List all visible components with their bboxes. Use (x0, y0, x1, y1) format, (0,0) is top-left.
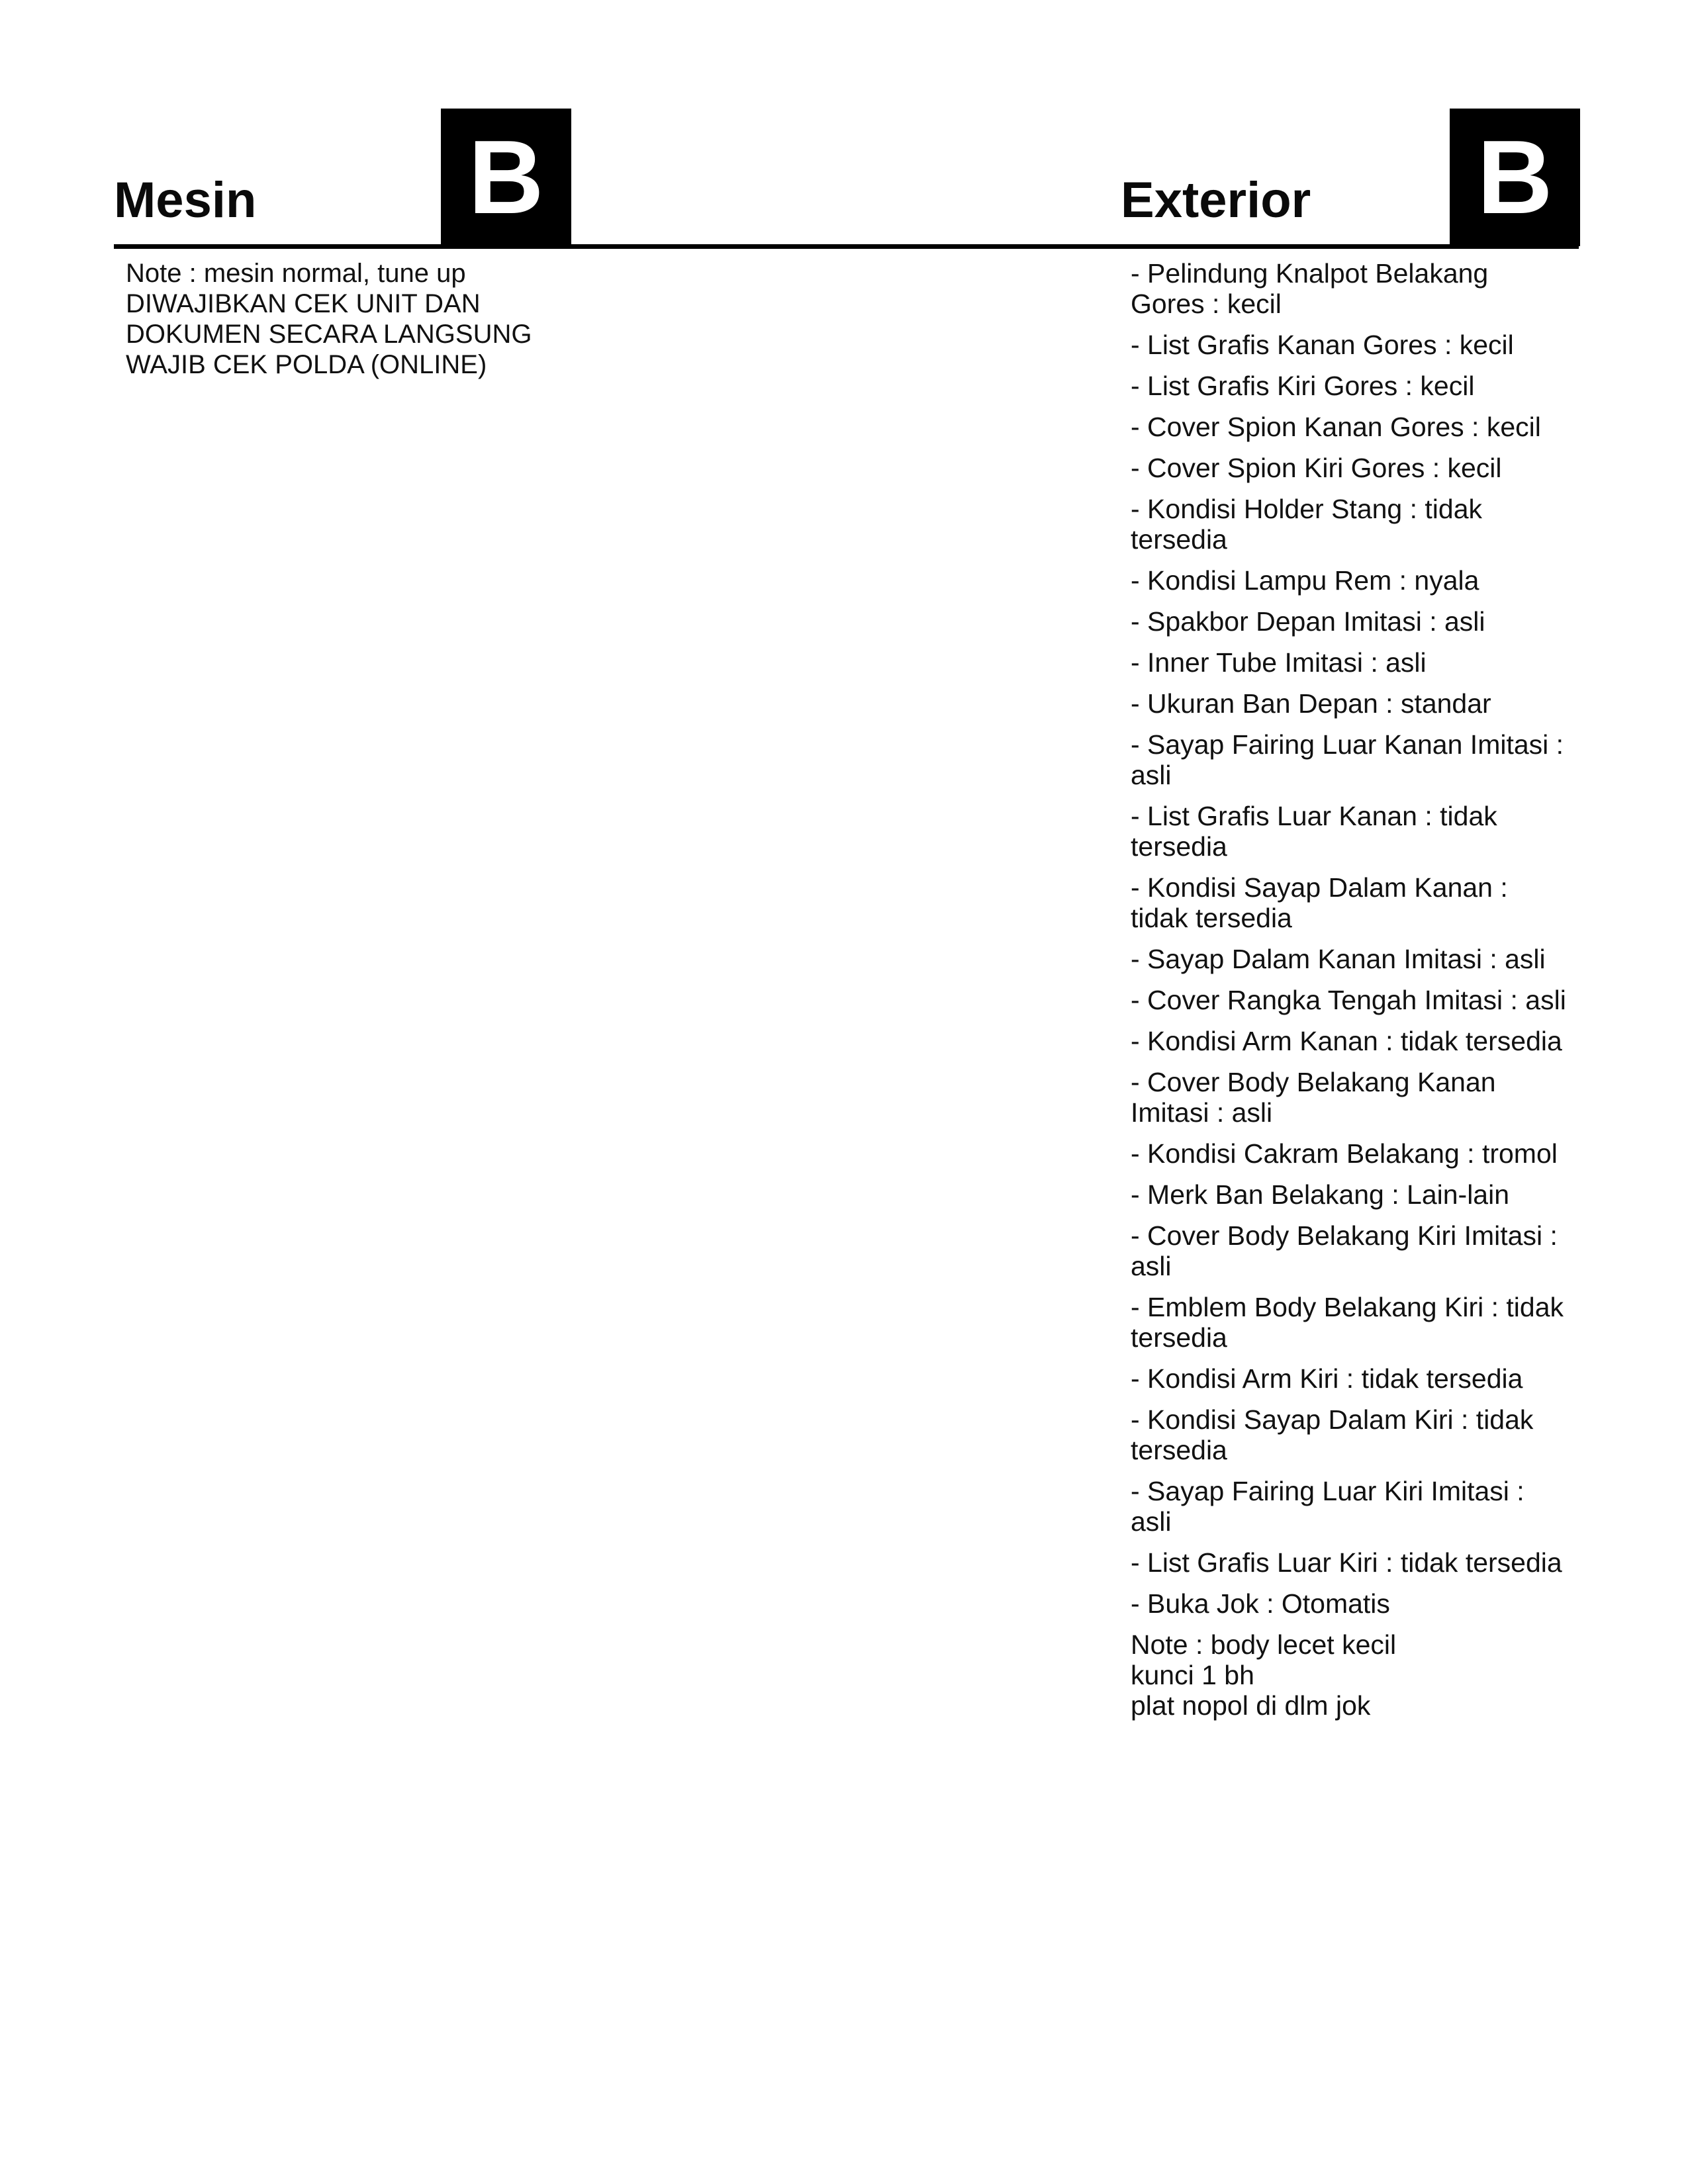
mesin-note-line: DOKUMEN SECARA LANGSUNG (126, 320, 532, 349)
exterior-list-item: - Kondisi Cakram Belakang : tromol (1131, 1138, 1558, 1169)
exterior-list-item: - Kondisi Lampu Rem : nyala (1131, 565, 1479, 596)
exterior-list-item: - Kondisi Sayap Dalam Kiri : tidak tersedia (1131, 1404, 1534, 1465)
mesin-section-title: Mesin (114, 172, 257, 228)
exterior-list-item: - List Grafis Luar Kanan : tidak tersedia (1131, 801, 1497, 862)
exterior-note-line: plat nopol di dlm jok (1131, 1690, 1371, 1721)
exterior-list-item: - Cover Spion Kiri Gores : kecil (1131, 453, 1502, 483)
exterior-inspection-list (1131, 258, 1568, 1721)
exterior-list-item: - Kondisi Sayap Dalam Kanan : tidak tersedia (1131, 872, 1508, 933)
mesin-note-line: Note : mesin normal, tune up (126, 259, 466, 288)
exterior-list-item: - Buka Jok : Otomatis (1131, 1588, 1390, 1619)
mesin-grade-badge: B (441, 109, 571, 246)
exterior-list-item: - Cover Spion Kanan Gores : kecil (1131, 412, 1541, 442)
exterior-section-title: Exterior (1121, 172, 1311, 228)
exterior-note-line: Note : body lecet kecil (1131, 1629, 1397, 1660)
header-divider (114, 244, 1579, 249)
exterior-list-item: - Merk Ban Belakang : Lain-lain (1131, 1179, 1510, 1210)
exterior-list-item: - List Grafis Kanan Gores : kecil (1131, 330, 1514, 360)
exterior-list-item: - Spakbor Depan Imitasi : asli (1131, 606, 1485, 637)
exterior-list-item: - Kondisi Holder Stang : tidak tersedia (1131, 494, 1482, 555)
exterior-list-item: - Cover Rangka Tengah Imitasi : asli (1131, 985, 1566, 1015)
exterior-notes (1131, 1629, 1568, 1721)
exterior-list-item: - List Grafis Luar Kiri : tidak tersedia (1131, 1547, 1562, 1578)
exterior-list-item: - Cover Body Belakang Kiri Imitasi : asli (1131, 1220, 1558, 1281)
exterior-list-item: - Pelindung Knalpot Belakang Gores : kecil (1131, 258, 1489, 319)
exterior-note-line: kunci 1 bh (1131, 1660, 1254, 1690)
mesin-note-line: WAJIB CEK POLDA (ONLINE) (126, 350, 487, 379)
exterior-list-item: - Sayap Fairing Luar Kiri Imitasi : asli (1131, 1476, 1524, 1537)
exterior-list-item: - Kondisi Arm Kanan : tidak tersedia (1131, 1026, 1562, 1056)
exterior-list-item: - Inner Tube Imitasi : asli (1131, 647, 1427, 678)
mesin-notes (126, 258, 576, 380)
exterior-list-item: - Emblem Body Belakang Kiri : tidak tersedia (1131, 1292, 1564, 1353)
exterior-grade-badge: B (1450, 109, 1580, 246)
exterior-list-item: - Sayap Fairing Luar Kanan Imitasi : asli (1131, 729, 1564, 790)
exterior-list-item: - Kondisi Arm Kiri : tidak tersedia (1131, 1363, 1523, 1394)
exterior-list-item: - List Grafis Kiri Gores : kecil (1131, 371, 1475, 401)
exterior-list-item: - Sayap Dalam Kanan Imitasi : asli (1131, 944, 1546, 974)
exterior-list-item: - Ukuran Ban Depan : standar (1131, 688, 1491, 719)
exterior-list-item: - Cover Body Belakang Kanan Imitasi : asli (1131, 1067, 1496, 1128)
mesin-note-line: DIWAJIBKAN CEK UNIT DAN (126, 289, 481, 318)
